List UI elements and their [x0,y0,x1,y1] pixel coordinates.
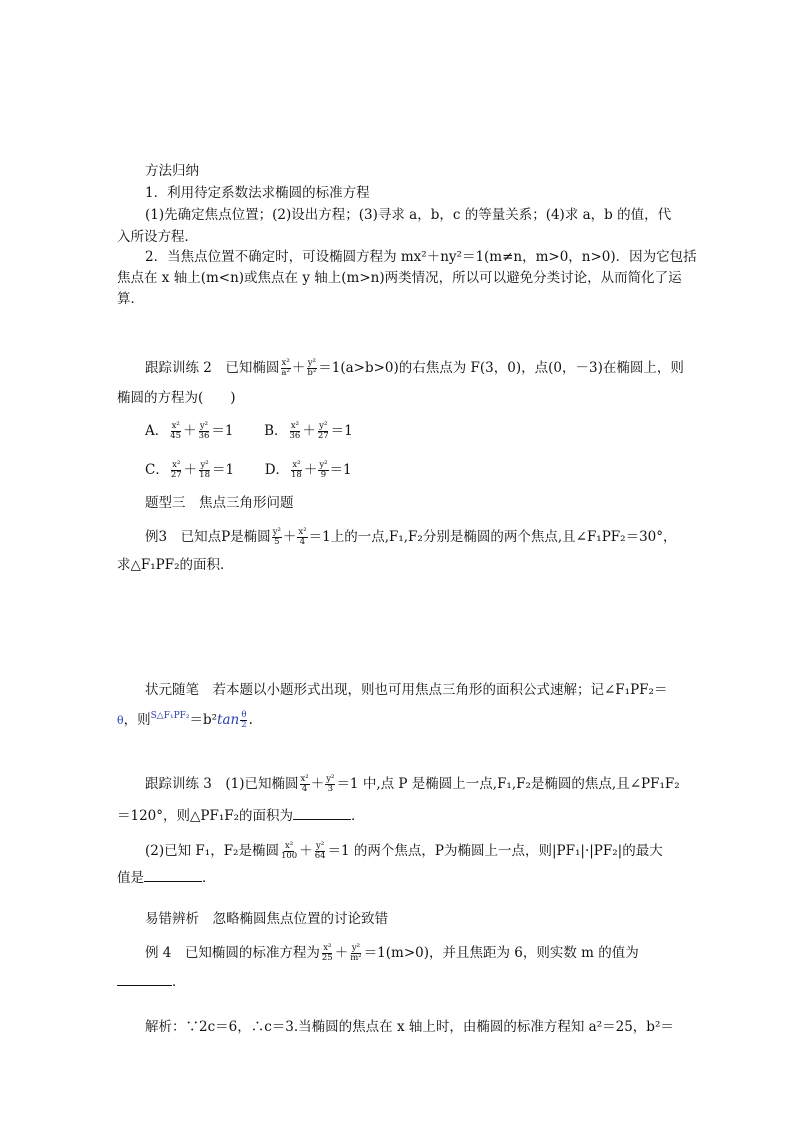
track3-part2-cont: 值是 ． [117,870,216,886]
answer-blank-area[interactable] [293,807,351,820]
method-item2-end: 算． [117,291,144,307]
option-c[interactable]: C． $\frac{\text{x²}}{27}$ ＋ $\frac{\text{y²}}{18}$ ＝1 [145,460,235,480]
method-item2-cont: 焦点在 x 轴上(m<n)或焦点在 y 轴上(m>n)两类情况，所以可以避免分类讨论，从而简化了运 [117,270,682,286]
track2-options-row2 [145,460,352,480]
track3-part1: 跟踪训练 3 (1)已知椭圆 $\frac{\text{x²}}{4}$ ＋ $\frac{\text{y²}}{3}$ ＝1 中,点 P 是椭圆上一点,F₁,F₂是椭圆的焦点,且∠PF₁F₂ [145,774,680,794]
fraction-y2-3: $\frac{\text{y²}}{3}$ [326,774,335,794]
track2-question: 跟踪训练 2 已知椭圆 $\frac{\text{x²}}{\text{a²}}$ ＋ $\frac{\text{y²}}{\text{b²}}$ ＝1(a>b>0)的右焦点为 F(3，0)，点(0，－3)在椭圆上，则 [145,358,684,378]
option-b[interactable]: B． $\frac{\text{x²}}{36}$ ＋ $\frac{\text{y²}}{27}$ ＝1 [264,421,353,441]
track2-question-cont: 椭圆的方程为( ) [117,390,236,406]
tip-note: 状元随笔 若本题以小题形式出现，则也可用焦点三角形的面积公式速解；记∠F₁PF₂＝ [145,682,668,698]
fraction-y2-5: $\frac{\text{y²}}{5}$ [272,527,281,547]
option-a[interactable]: A． $\frac{\text{x²}}{45}$ ＋ $\frac{\text{y²}}{36}$ ＝1 [145,421,234,441]
track3-part2: (2)已知 F₁，F₂是椭圆 $\frac{\text{x²}}{100}$ ＋ $\frac{\text{y²}}{64}$ ＝1 的两个焦点，P为椭圆上一点，则|PF₁|·|PF₂|的最大 [145,841,663,861]
method-item2: 2．当焦点位置不确定时，可设椭圆方程为 mx²＋ny²＝1(m≠n，m>0，n>0)．因为它包括 [145,249,697,265]
example4-question-cont: ． [117,972,186,992]
answer-blank-max[interactable] [144,869,202,882]
example4-question: 例 4 已知椭圆的标准方程为 $\frac{\text{x²}}{25}$ ＋ $\frac{\text{y²}}{\text{m²}}$ ＝1(m>0)，并且焦距为 6，则实数 m 的值为 [145,943,639,963]
option-d[interactable]: D． $\frac{\text{x²}}{18}$ ＋ $\frac{\text{y²}}{9}$ ＝1 [264,460,352,480]
track3-part1-cont: ＝120°，则△PF₁F₂的面积为 ． [117,808,365,824]
fraction-x2-4b: $\frac{\text{x²}}{4}$ [300,774,309,794]
tip-formula: θ，则$^{S\triangle F_1PF_2}$＝b²tan $\frac{\theta}{2}$ . [117,710,253,730]
method-item1-body: (1)先确定焦点位置；(2)设出方程；(3)寻求 a，b，c 的等量关系；(4)求 a，b 的值，代 [145,207,672,223]
mistake-heading: 易错辨析 忽略椭圆焦点位置的讨论致错 [145,911,388,927]
fraction-y2-64: $\frac{\text{y²}}{64}$ [314,841,326,861]
fraction-x2-100: $\frac{\text{x²}}{100}$ [280,841,298,861]
example3-question-cont: 求△F₁PF₂的面积． [117,557,234,573]
example4-solution: 解析：∵2c＝6，∴c＝3.当椭圆的焦点在 x 轴上时，由椭圆的标准方程知 a²＝25，b²＝ [145,1019,674,1035]
method-heading: 方法归纳 [145,163,199,179]
fraction-x2-4: $\frac{\text{x²}}{4}$ [298,527,307,547]
fraction-y2-b2: $\frac{\text{y²}}{\text{b²}}$ [307,358,317,378]
fraction-x2-25: $\frac{\text{x²}}{25}$ [321,943,333,963]
answer-blank-m[interactable] [117,973,172,986]
method-item1-title: 1．利用待定系数法求椭圆的标准方程 [145,185,370,201]
track2-options-row1 [145,421,353,441]
fraction-x2-a2: $\frac{\text{x²}}{\text{a²}}$ [281,358,290,378]
example3-question: 例3 已知点P是椭圆 $\frac{\text{y²}}{5}$ ＋ $\frac{\text{x²}}{4}$ ＝1上的一点,F₁,F₂分别是椭圆的两个焦点,且∠F₁PF₂＝30°， [145,527,677,547]
fraction-y2-m2: $\frac{\text{y²}}{\text{m²}}$ [350,943,362,963]
method-item1-body-cont: 入所设方程． [117,229,198,245]
type3-heading: 题型三 焦点三角形问题 [145,495,294,511]
